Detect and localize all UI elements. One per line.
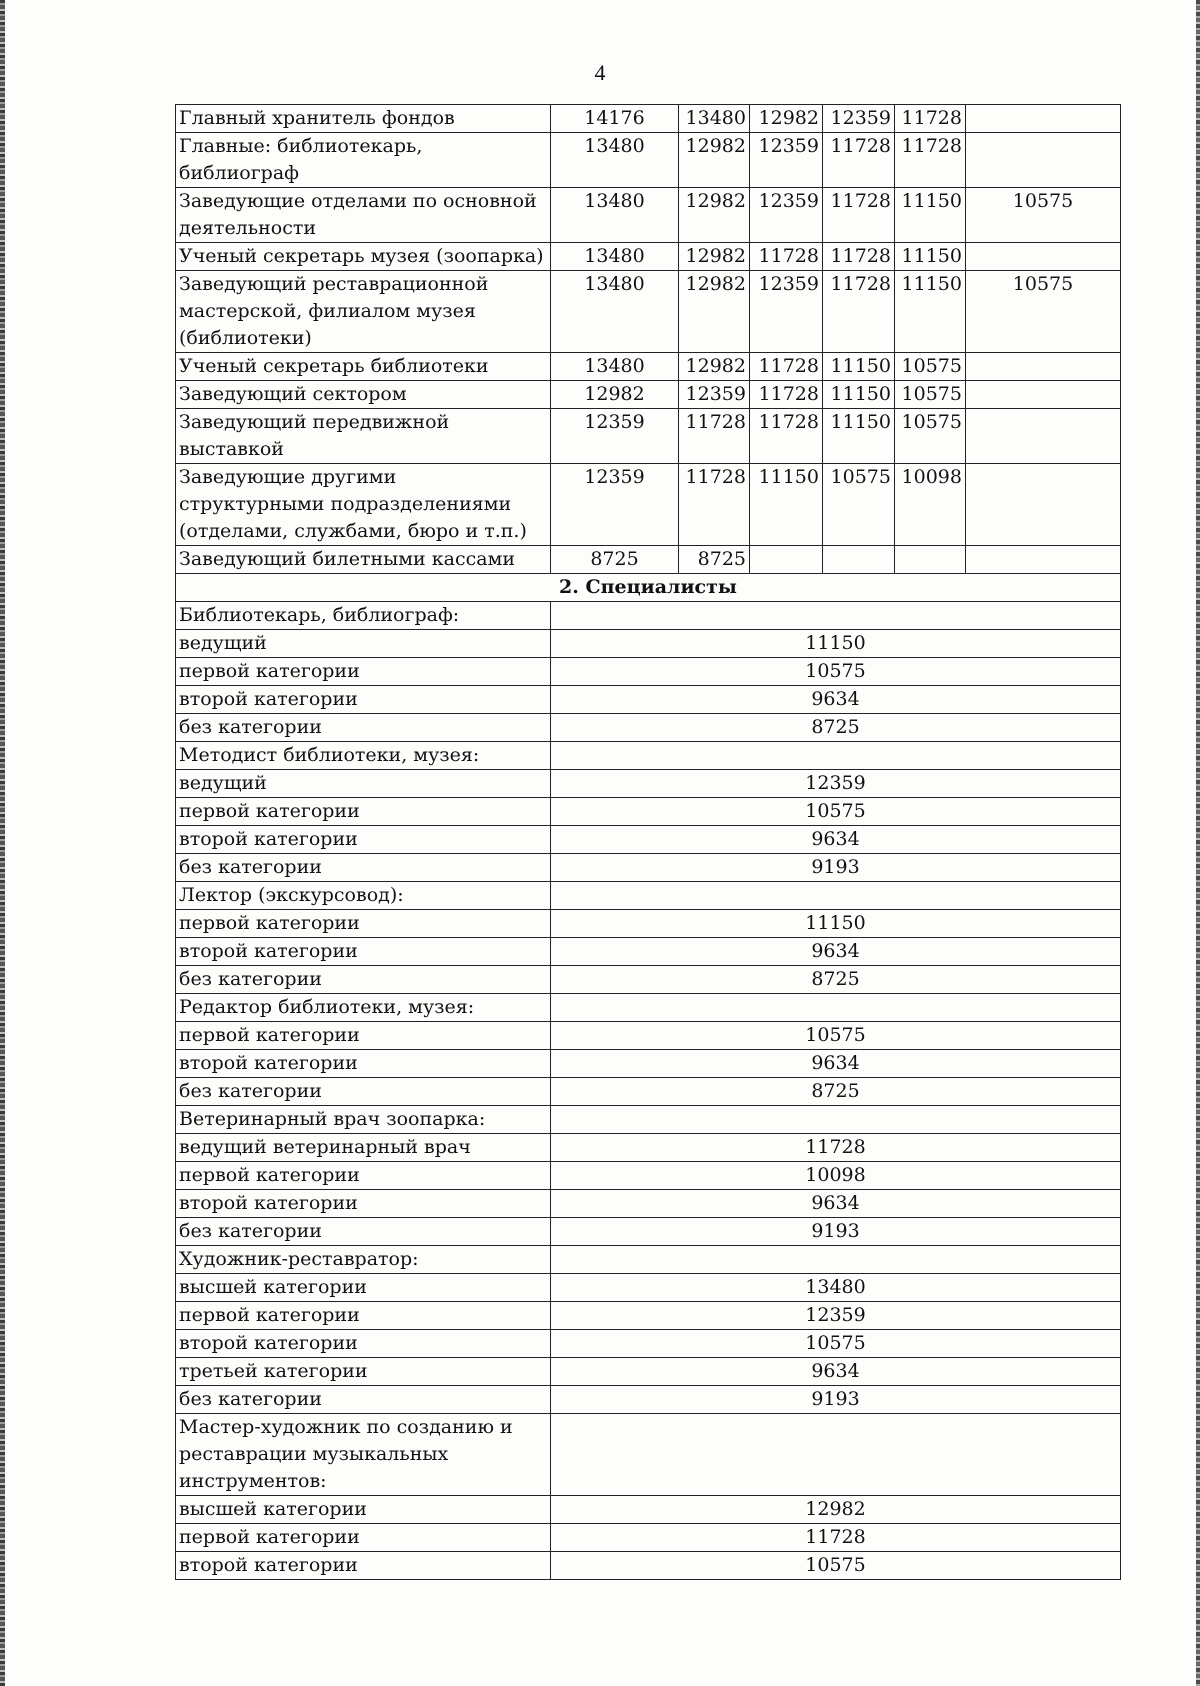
category-name: высшей категории: [176, 1496, 551, 1524]
salary-cell: 11728: [895, 105, 966, 133]
group-title: Методист библиотеки, музея:: [176, 742, 551, 770]
salary-cell: 13480: [551, 133, 679, 188]
category-name: второй категории: [176, 938, 551, 966]
table-row: [176, 188, 1121, 243]
salary-cell: 11150: [750, 464, 823, 546]
salary-cell: [966, 133, 1121, 188]
salary-cell: 8725: [551, 714, 1121, 742]
salary-cell: 12982: [551, 381, 679, 409]
salary-cell: [966, 243, 1121, 271]
group-title: Мастер-художник по созданию и реставрации музыкальных инструментов:: [176, 1414, 551, 1496]
salary-cell: 11728: [750, 243, 823, 271]
category-name: первой категории: [176, 1162, 551, 1190]
salary-cell: 11150: [895, 188, 966, 243]
salary-cell: 12359: [551, 1302, 1121, 1330]
empty-cell: [551, 1106, 1121, 1134]
salary-cell: 10575: [966, 188, 1121, 243]
category-name: без категории: [176, 1218, 551, 1246]
empty-cell: [551, 602, 1121, 630]
empty-cell: [551, 882, 1121, 910]
group-title: Художник-реставратор:: [176, 1246, 551, 1274]
table-row: [176, 1078, 1121, 1106]
category-name: ведущий: [176, 630, 551, 658]
salary-cell: 10575: [551, 798, 1121, 826]
category-name: без категории: [176, 1078, 551, 1106]
table-row: [176, 658, 1121, 686]
table-row: [176, 966, 1121, 994]
table-row: [176, 602, 1121, 630]
table-row: [176, 1414, 1121, 1496]
position-name: Главные: библиотекарь, библиограф: [176, 133, 551, 188]
salary-cell: 9634: [551, 1050, 1121, 1078]
category-name: высшей категории: [176, 1274, 551, 1302]
empty-cell: [551, 742, 1121, 770]
salary-cell: 12359: [551, 770, 1121, 798]
salary-cell: [966, 353, 1121, 381]
position-name: Заведующие другими структурными подразделениями (отделами, службами, бюро и т.п.): [176, 464, 551, 546]
salary-cell: 9634: [551, 938, 1121, 966]
table-row: [176, 994, 1121, 1022]
table-row: [176, 1246, 1121, 1274]
salary-cell: 13480: [551, 188, 679, 243]
salary-cell: 11150: [895, 243, 966, 271]
category-name: первой категории: [176, 1524, 551, 1552]
table-row: [176, 1552, 1121, 1580]
salary-cell: 12982: [679, 133, 750, 188]
salary-cell: [966, 105, 1121, 133]
salary-cell: 12982: [750, 105, 823, 133]
table-row: [176, 1358, 1121, 1386]
salary-cell: 10575: [551, 1330, 1121, 1358]
salary-cell: 10575: [966, 271, 1121, 353]
salary-cell: 8725: [551, 966, 1121, 994]
salary-cell: 11728: [750, 353, 823, 381]
table-row: [176, 1218, 1121, 1246]
salary-cell: 9193: [551, 854, 1121, 882]
table-row: [176, 1050, 1121, 1078]
section-title: 2. Специалисты: [176, 574, 1121, 602]
table-row: [176, 271, 1121, 353]
section-header-row: [176, 574, 1121, 602]
salary-cell: 12982: [551, 1496, 1121, 1524]
table-row: [176, 854, 1121, 882]
salary-cell: 11728: [895, 133, 966, 188]
salary-cell: 11728: [551, 1524, 1121, 1552]
category-name: второй категории: [176, 1552, 551, 1580]
empty-cell: [551, 1414, 1121, 1496]
salary-cell: 11150: [551, 630, 1121, 658]
position-name: Заведующие отделами по основной деятельности: [176, 188, 551, 243]
salary-cell: 11728: [823, 271, 895, 353]
position-name: Заведующий сектором: [176, 381, 551, 409]
table-row: [176, 770, 1121, 798]
table-row: [176, 353, 1121, 381]
table-row: [176, 546, 1121, 574]
table-row: [176, 882, 1121, 910]
salary-cell: 10575: [895, 381, 966, 409]
table-row: [176, 409, 1121, 464]
scan-edge-right: [1196, 0, 1200, 1686]
group-title: Редактор библиотеки, музея:: [176, 994, 551, 1022]
table-row: [176, 798, 1121, 826]
table-row: [176, 1386, 1121, 1414]
salary-cell: 11728: [679, 409, 750, 464]
salary-cell: 12359: [551, 464, 679, 546]
table-row: [176, 910, 1121, 938]
salary-cell: 11728: [823, 188, 895, 243]
category-name: второй категории: [176, 686, 551, 714]
salary-cell: 11728: [823, 243, 895, 271]
salary-cell: 9634: [551, 1190, 1121, 1218]
category-name: второй категории: [176, 1190, 551, 1218]
salary-cell: 10575: [551, 1552, 1121, 1580]
salary-cell: 12982: [679, 188, 750, 243]
position-name: Заведующий билетными кассами: [176, 546, 551, 574]
category-name: второй категории: [176, 826, 551, 854]
category-name: первой категории: [176, 798, 551, 826]
salary-cell: 13480: [679, 105, 750, 133]
table-row: [176, 381, 1121, 409]
salary-cell: 12359: [679, 381, 750, 409]
table-row: [176, 1524, 1121, 1552]
salary-cell: 9634: [551, 686, 1121, 714]
category-name: без категории: [176, 714, 551, 742]
salary-cell: 12359: [551, 409, 679, 464]
category-name: первой категории: [176, 1022, 551, 1050]
table-row: [176, 105, 1121, 133]
table-row: [176, 742, 1121, 770]
salary-cell: [966, 381, 1121, 409]
table-row: [176, 1134, 1121, 1162]
salary-cell: 11150: [823, 381, 895, 409]
category-name: третьей категории: [176, 1358, 551, 1386]
table-row: [176, 1302, 1121, 1330]
table-row: [176, 1330, 1121, 1358]
salary-cell: 12359: [750, 271, 823, 353]
table-row: [176, 1190, 1121, 1218]
group-title: Лектор (экскурсовод):: [176, 882, 551, 910]
table-row: [176, 1022, 1121, 1050]
salary-cell: 11150: [823, 409, 895, 464]
position-name: Заведующий передвижной выставкой: [176, 409, 551, 464]
salary-cell: 10575: [895, 353, 966, 381]
salary-cell: 12982: [679, 353, 750, 381]
salary-cell: [966, 546, 1121, 574]
salary-cell: 11728: [750, 381, 823, 409]
page-number: 4: [594, 60, 606, 85]
empty-cell: [551, 1246, 1121, 1274]
category-name: без категории: [176, 1386, 551, 1414]
salary-cell: 12982: [679, 271, 750, 353]
table-row: [176, 133, 1121, 188]
table-row: [176, 826, 1121, 854]
table-row: [176, 686, 1121, 714]
empty-cell: [551, 994, 1121, 1022]
position-name: Заведующий реставрационной мастерской, филиалом музея (библиотеки): [176, 271, 551, 353]
category-name: первой категории: [176, 1302, 551, 1330]
salary-cell: 11728: [750, 409, 823, 464]
salary-cell: 9634: [551, 826, 1121, 854]
table-row: [176, 464, 1121, 546]
salary-cell: 10575: [895, 409, 966, 464]
position-name: Главный хранитель фондов: [176, 105, 551, 133]
category-name: первой категории: [176, 658, 551, 686]
salary-cell: 11150: [823, 353, 895, 381]
salary-table-body: [176, 105, 1121, 1580]
salary-cell: [823, 546, 895, 574]
table-row: [176, 714, 1121, 742]
category-name: второй категории: [176, 1050, 551, 1078]
salary-cell: 14176: [551, 105, 679, 133]
salary-cell: 12359: [823, 105, 895, 133]
salary-cell: 12359: [750, 133, 823, 188]
table-row: [176, 1162, 1121, 1190]
salary-cell: 8725: [551, 546, 679, 574]
category-name: ведущий: [176, 770, 551, 798]
salary-cell: 13480: [551, 271, 679, 353]
salary-table: [175, 104, 1121, 1580]
category-name: ведущий ветеринарный врач: [176, 1134, 551, 1162]
salary-cell: [895, 546, 966, 574]
salary-cell: 11728: [679, 464, 750, 546]
category-name: второй категории: [176, 1330, 551, 1358]
position-name: Ученый секретарь музея (зоопарка): [176, 243, 551, 271]
group-title: Библиотекарь, библиограф:: [176, 602, 551, 630]
salary-cell: 10575: [551, 658, 1121, 686]
salary-cell: 13480: [551, 1274, 1121, 1302]
scan-edge-left: [0, 0, 5, 1686]
salary-cell: 13480: [551, 353, 679, 381]
salary-cell: 10098: [895, 464, 966, 546]
salary-cell: 10098: [551, 1162, 1121, 1190]
position-name: Ученый секретарь библиотеки: [176, 353, 551, 381]
category-name: без категории: [176, 854, 551, 882]
category-name: первой категории: [176, 910, 551, 938]
salary-cell: 12359: [750, 188, 823, 243]
salary-cell: 9634: [551, 1358, 1121, 1386]
salary-cell: 13480: [551, 243, 679, 271]
salary-cell: [966, 409, 1121, 464]
salary-cell: [966, 464, 1121, 546]
salary-cell: 10575: [823, 464, 895, 546]
category-name: без категории: [176, 966, 551, 994]
salary-cell: 9193: [551, 1218, 1121, 1246]
salary-cell: 10575: [551, 1022, 1121, 1050]
salary-cell: 11150: [895, 271, 966, 353]
table-row: [176, 1106, 1121, 1134]
group-title: Ветеринарный врач зоопарка:: [176, 1106, 551, 1134]
table-row: [176, 1274, 1121, 1302]
table-row: [176, 243, 1121, 271]
salary-cell: 11150: [551, 910, 1121, 938]
salary-cell: 8725: [551, 1078, 1121, 1106]
salary-cell: 9193: [551, 1386, 1121, 1414]
table-row: [176, 1496, 1121, 1524]
salary-cell: [750, 546, 823, 574]
salary-cell: 11728: [551, 1134, 1121, 1162]
table-row: [176, 938, 1121, 966]
salary-cell: 11728: [823, 133, 895, 188]
salary-cell: 12982: [679, 243, 750, 271]
table-row: [176, 630, 1121, 658]
salary-cell: 8725: [679, 546, 750, 574]
